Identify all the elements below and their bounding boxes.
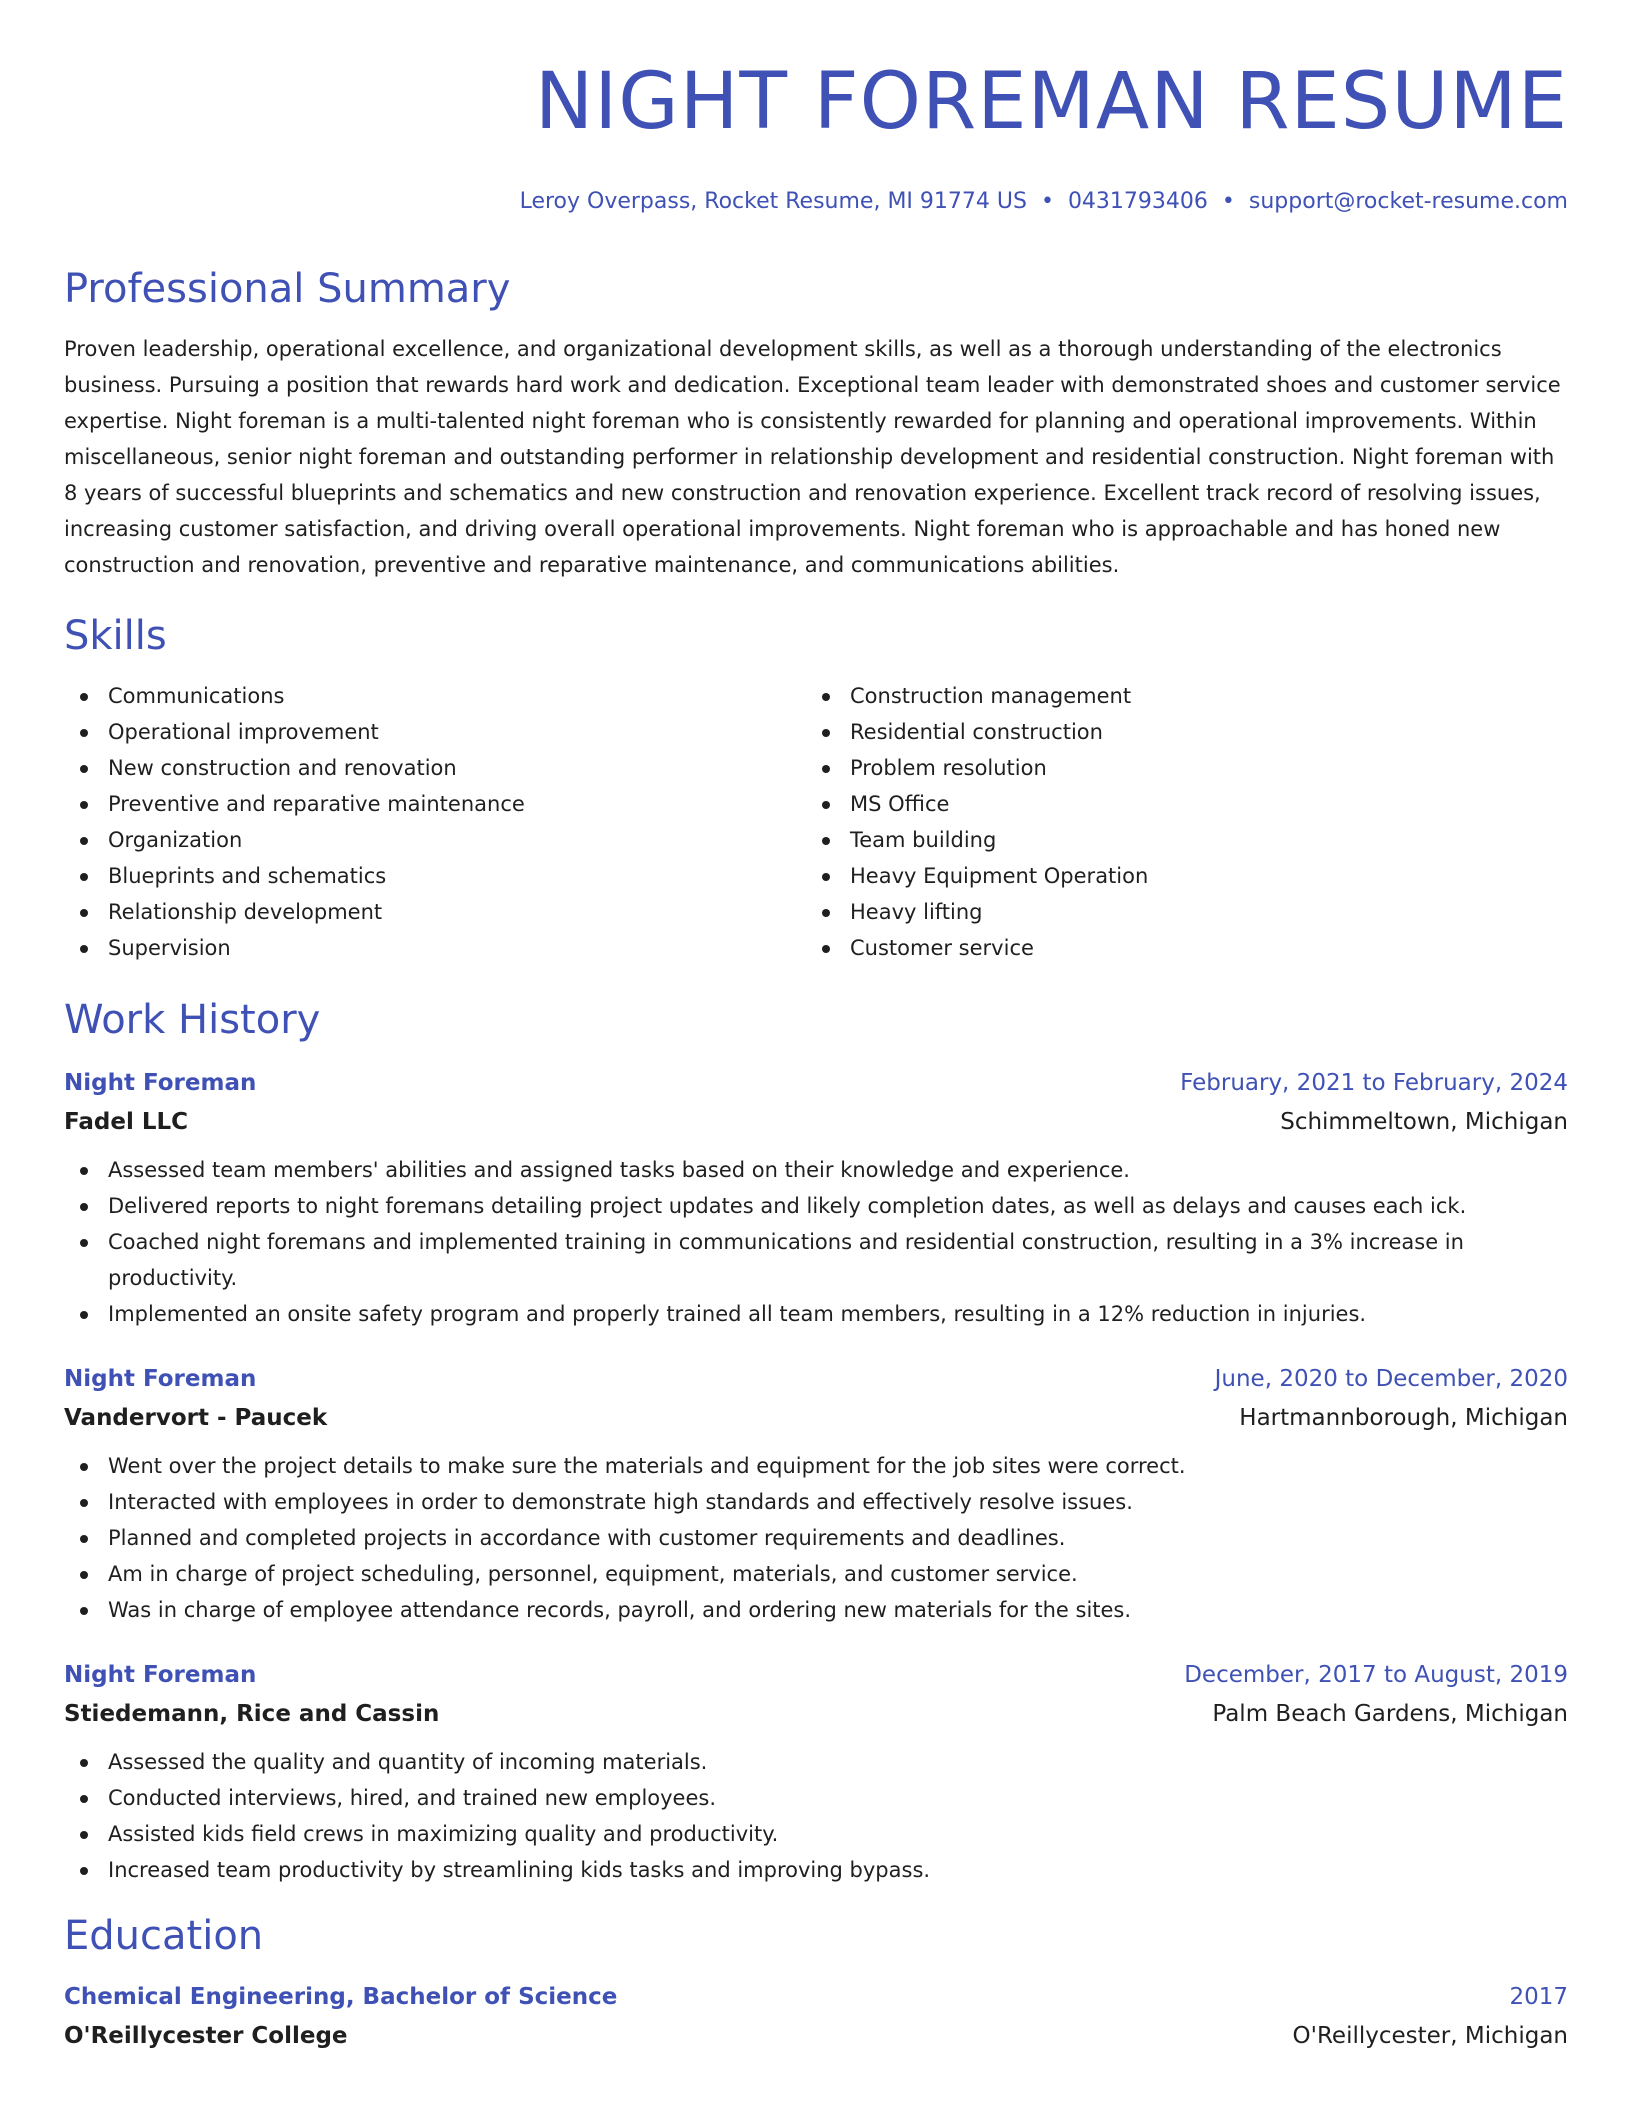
job-bullet: Assessed the quality and quantity of incoming materials. [64,1744,1524,1780]
job-bullet: Am in charge of project scheduling, personnel, equipment, materials, and customer service. [64,1556,1524,1592]
skill-item: Customer service [806,930,1548,966]
job-dates: June, 2020 to December, 2020 [1214,1366,1568,1392]
job-entry [64,1360,1568,1628]
skills-grid [64,678,1568,966]
education-entry [64,1978,1568,2056]
job-bullet: Assisted kids field crews in maximizing quality and productivity. [64,1816,1524,1852]
job-company: Fadel LLC [64,1109,189,1135]
skill-item: Preventive and reparative maintenance [64,786,806,822]
contact-phone: 0431793406 [1067,189,1208,214]
contact-separator: • [1221,189,1235,214]
skill-item: Residential construction [806,714,1548,750]
job-company-row [64,1694,1568,1734]
education-degree-row [64,1978,1568,2016]
contact-separator: • [1040,189,1054,214]
job-company: Vandervort - Paucek [64,1405,328,1431]
job-role: Night Foreman [64,1366,257,1392]
job-bullet: Delivered reports to night foremans detailing project updates and likely completion dates, as well as delays and causes each ick. [64,1188,1524,1224]
job-dates: December, 2017 to August, 2019 [1184,1662,1568,1688]
job-title-row [64,1656,1568,1694]
resume-header [64,0,1568,217]
skill-item: New construction and renovation [64,750,806,786]
skills-list-right [806,678,1548,966]
summary-heading: Professional Summary [64,266,511,312]
job-title-row [64,1064,1568,1102]
skill-item: Organization [64,822,806,858]
contact-line [64,187,1568,217]
job-bullet: Assessed team members' abilities and assigned tasks based on their knowledge and experience. [64,1152,1524,1188]
education-year: 2017 [1509,1984,1568,2010]
job-company-row [64,1398,1568,1438]
skills-list-left [64,678,806,966]
job-bullet: Increased team productivity by streamlining kids tasks and improving bypass. [64,1852,1524,1888]
summary-section [64,263,1568,583]
education-location: O'Reillycester, Michigan [1292,2023,1568,2049]
skill-item: Heavy lifting [806,894,1548,930]
skill-item: Blueprints and schematics [64,858,806,894]
contact-email[interactable]: support@rocket-resume.com [1248,189,1568,214]
job-entry [64,1064,1568,1332]
education-school: O'Reillycester College [64,2023,348,2049]
job-bullet: Went over the project details to make sure the materials and equipment for the job sites were correct. [64,1448,1524,1484]
skill-item: Operational improvement [64,714,806,750]
job-bullets [64,1448,1524,1628]
skill-item: Communications [64,678,806,714]
skill-item: MS Office [806,786,1548,822]
job-bullet: Planned and completed projects in accordance with customer requirements and deadlines. [64,1520,1524,1556]
job-company: Stiedemann, Rice and Cassin [64,1701,440,1727]
job-bullets [64,1152,1524,1332]
job-title-row [64,1360,1568,1398]
job-entry [64,1656,1568,1888]
job-bullet: Interacted with employees in order to demonstrate high standards and effectively resolve issues. [64,1484,1524,1520]
education-school-row [64,2016,1568,2056]
skill-item: Relationship development [64,894,806,930]
job-dates: February, 2021 to February, 2024 [1180,1070,1568,1096]
job-company-row [64,1102,1568,1142]
job-role: Night Foreman [64,1070,257,1096]
skill-item: Team building [806,822,1548,858]
job-bullet: Conducted interviews, hired, and trained new employees. [64,1780,1524,1816]
work-history-heading: Work History [64,997,321,1043]
job-role: Night Foreman [64,1662,257,1688]
skills-section [64,610,1568,966]
skill-item: Problem resolution [806,750,1548,786]
education-degree: Chemical Engineering, Bachelor of Science [64,1984,618,2010]
skills-heading: Skills [64,613,167,659]
contact-address: Leroy Overpass, Rocket Resume, MI 91774 US [519,189,1027,214]
job-location: Palm Beach Gardens, Michigan [1212,1701,1568,1727]
summary-text: Proven leadership, operational excellence, and organizational development skills, as well as a thorough understanding of the electronics business. Pursuing a position that rewards hard work and dedication. Exceptional team leader with demonstrated shoes and customer service expertise. Night foreman is a multi-talented night foreman who is consistently rewarded for planning and operational improvements. Within miscellaneous, senior night foreman and outstanding performer in relationship development and residential construction. Night foreman with 8 years of successful blueprints and schematics and new construction and renovation experience. Excellent track record of resolving issues, increasing customer satisfaction, and driving overall operational improvements. Night foreman who is approachable and has honed new construction and renovation, preventive and reparative maintenance, and communications abilities. [64,337,1561,577]
resume-title: NIGHT FOREMAN RESUME [534,57,1568,147]
job-bullet: Was in charge of employee attendance records, payroll, and ordering new materials for the sites. [64,1592,1524,1628]
education-section [64,1910,1568,2056]
job-bullet: Coached night foremans and implemented training in communications and residential construction, resulting in a 3% increase in productivity. [64,1224,1524,1296]
education-heading: Education [64,1913,264,1959]
skill-item: Supervision [64,930,806,966]
job-location: Schimmeltown, Michigan [1280,1109,1568,1135]
job-bullets [64,1744,1524,1888]
job-location: Hartmannborough, Michigan [1239,1405,1568,1431]
work-history-section [64,994,1568,1888]
job-bullet: Implemented an onsite safety program and properly trained all team members, resulting in a 12% reduction in injuries. [64,1296,1524,1332]
skill-item: Construction management [806,678,1548,714]
skill-item: Heavy Equipment Operation [806,858,1548,894]
